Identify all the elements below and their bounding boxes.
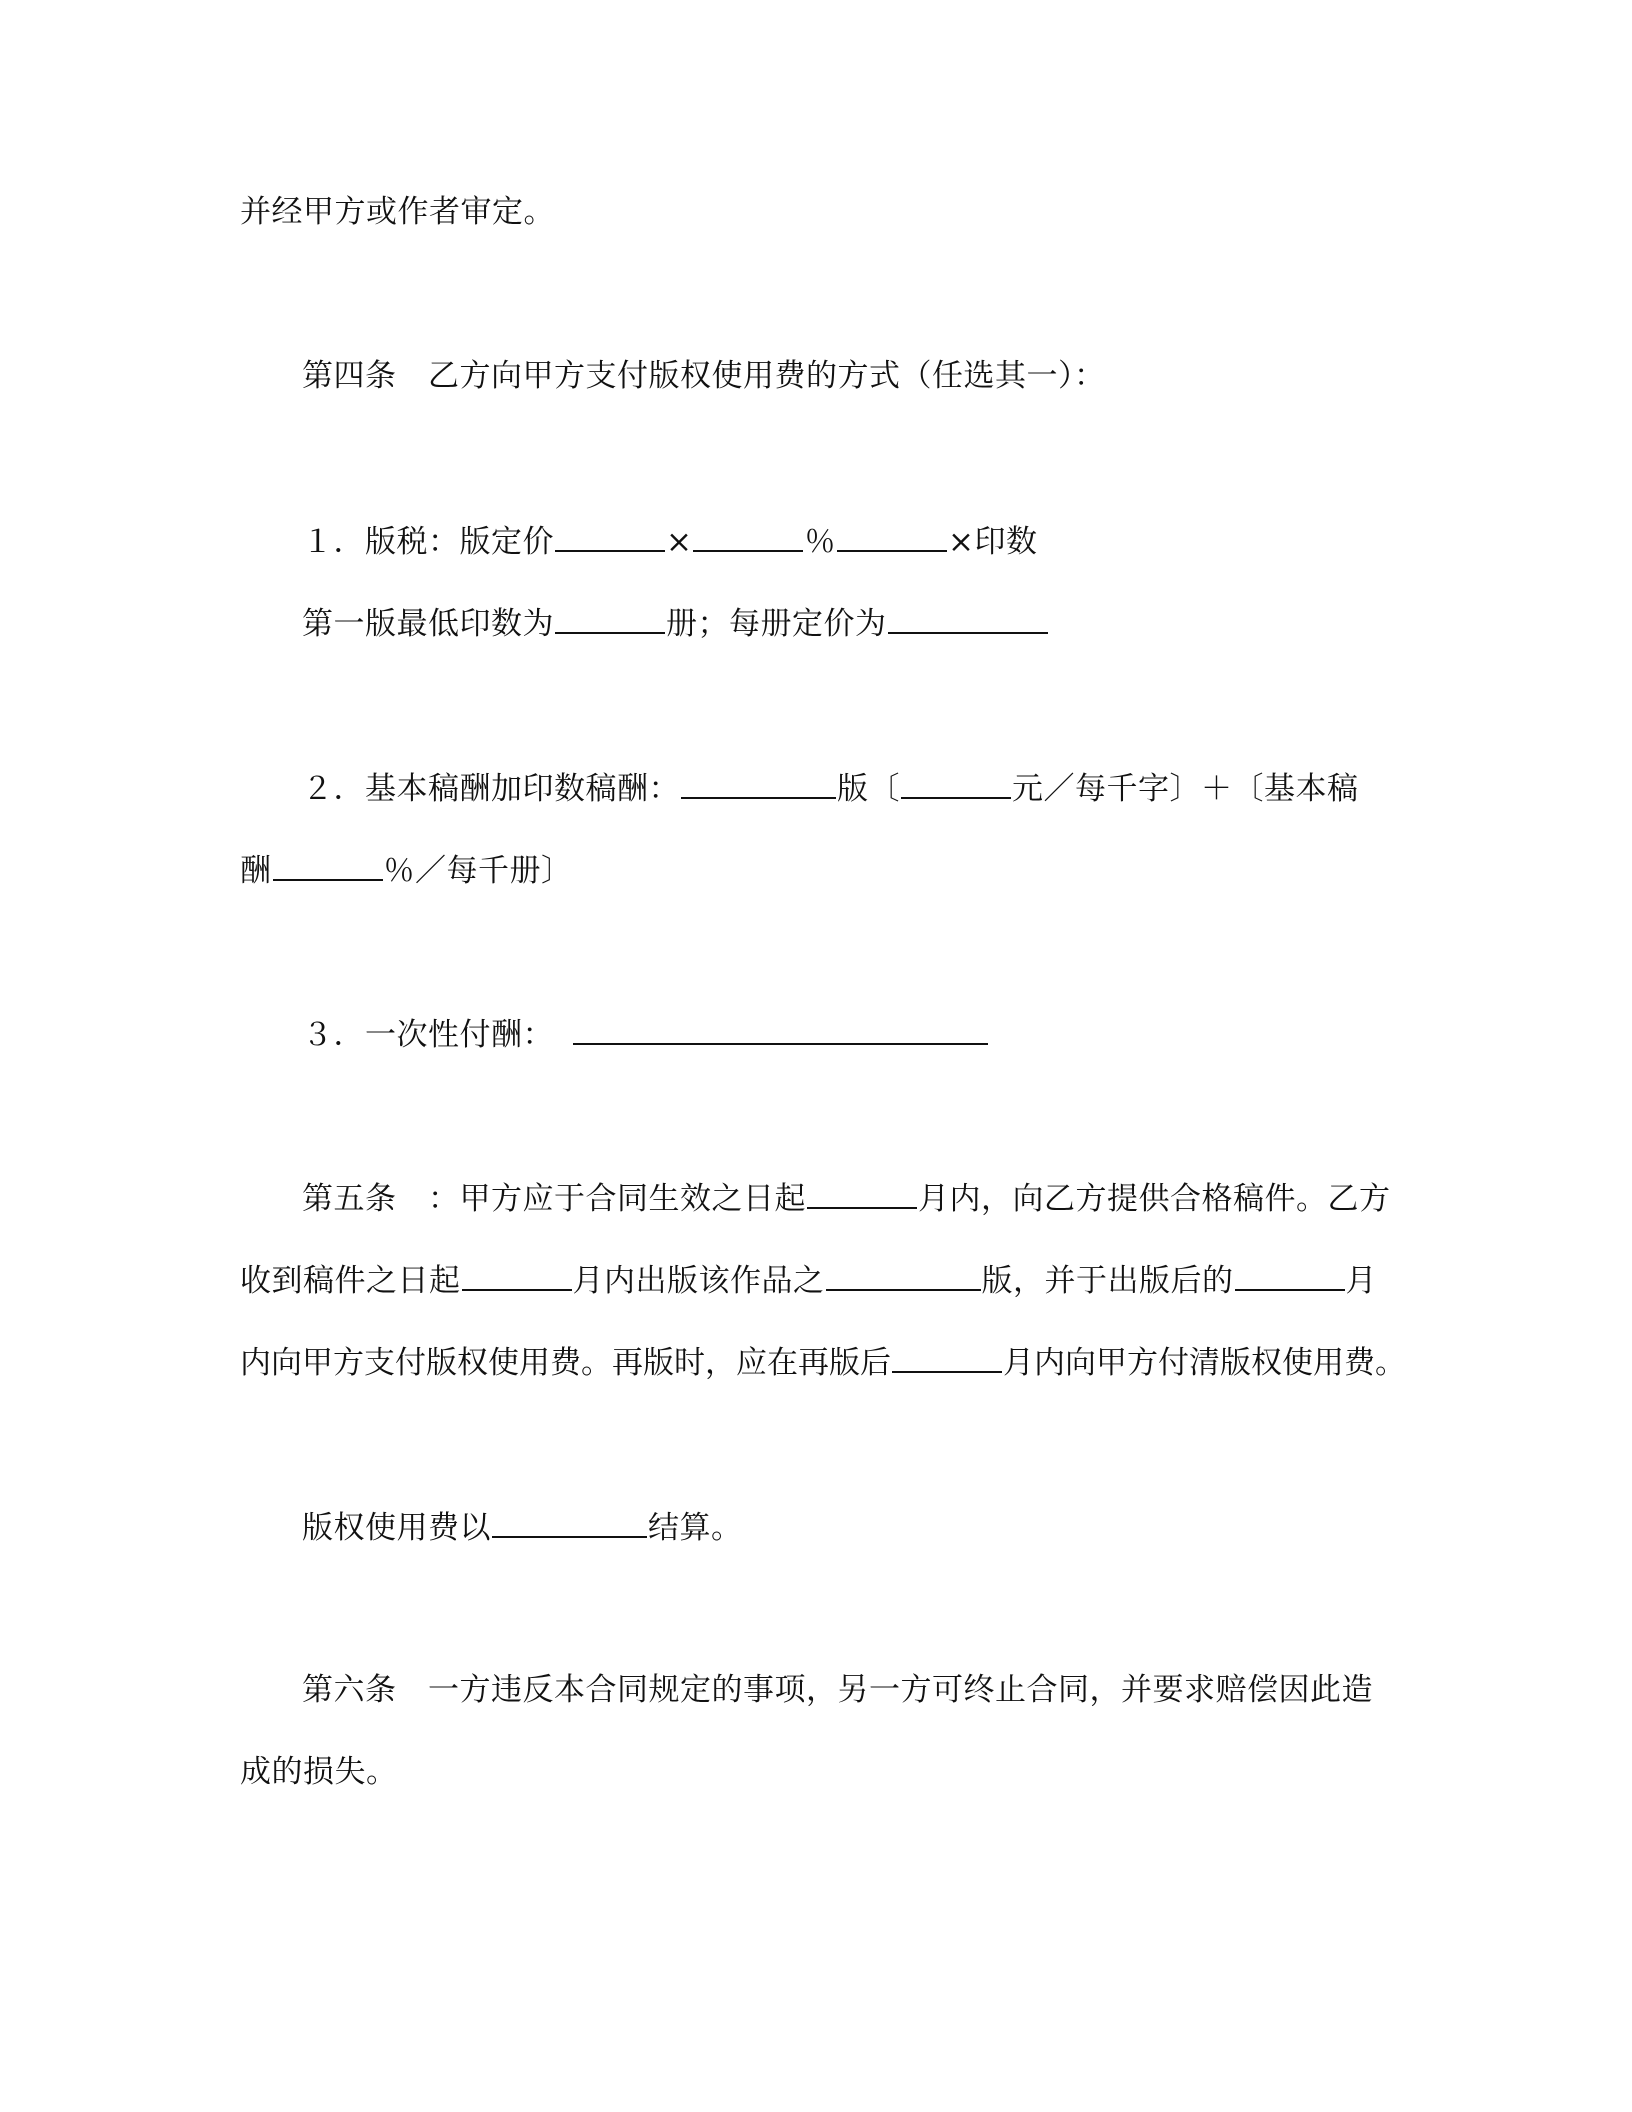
- article-six-line-2: 成的损失。: [240, 1754, 398, 1790]
- settlement-line: 版权使用费以 结算。: [302, 1506, 743, 1548]
- fill-blank: [573, 1013, 988, 1045]
- option-lump-sum: ３．一次性付酬：: [302, 1013, 989, 1055]
- article-five-line-2: 收到稿件之日起 月内出版该作品之 版，并于出版后的 月: [240, 1259, 1377, 1301]
- fill-blank: [888, 602, 1048, 634]
- fill-blank: [693, 520, 803, 552]
- fill-blank: [901, 767, 1011, 799]
- article-six-line-1: 第六条 一方违反本合同规定的事项，另一方可终止合同，并要求赔偿因此造: [302, 1672, 1373, 1708]
- fill-blank: [681, 767, 836, 799]
- fill-blank: [892, 1341, 1002, 1373]
- option-royalty: １．版税：版定价 × ％ ×印数: [302, 520, 1037, 562]
- fill-blank: [807, 1177, 917, 1209]
- fill-blank: [462, 1259, 572, 1291]
- article-four-heading: 第四条 乙方向甲方支付版权使用费的方式（任选其一）：: [302, 358, 1106, 394]
- article-five-line-3: 内向甲方支付版权使用费。再版时，应在再版后 月内向甲方付清版权使用费。: [240, 1341, 1406, 1383]
- fill-blank: [555, 520, 665, 552]
- fill-blank: [492, 1506, 647, 1538]
- fill-blank: [555, 602, 665, 634]
- article-five-line-1: 第五条 ：甲方应于合同生效之日起 月内，向乙方提供合格稿件。乙方: [302, 1177, 1391, 1219]
- fill-blank: [826, 1259, 981, 1291]
- option-basic-fee-continued: 酬 ％／每千册〕: [240, 849, 573, 891]
- paragraph-continuation: 并经甲方或作者审定。: [240, 194, 555, 230]
- first-edition-print-count: 第一版最低印数为 册；每册定价为: [302, 602, 1049, 644]
- fill-blank: [273, 849, 383, 881]
- option-basic-fee: ２．基本稿酬加印数稿酬： 版〔 元／每千字〕＋〔基本稿: [302, 767, 1359, 809]
- fill-blank: [837, 520, 947, 552]
- fill-blank: [1235, 1259, 1345, 1291]
